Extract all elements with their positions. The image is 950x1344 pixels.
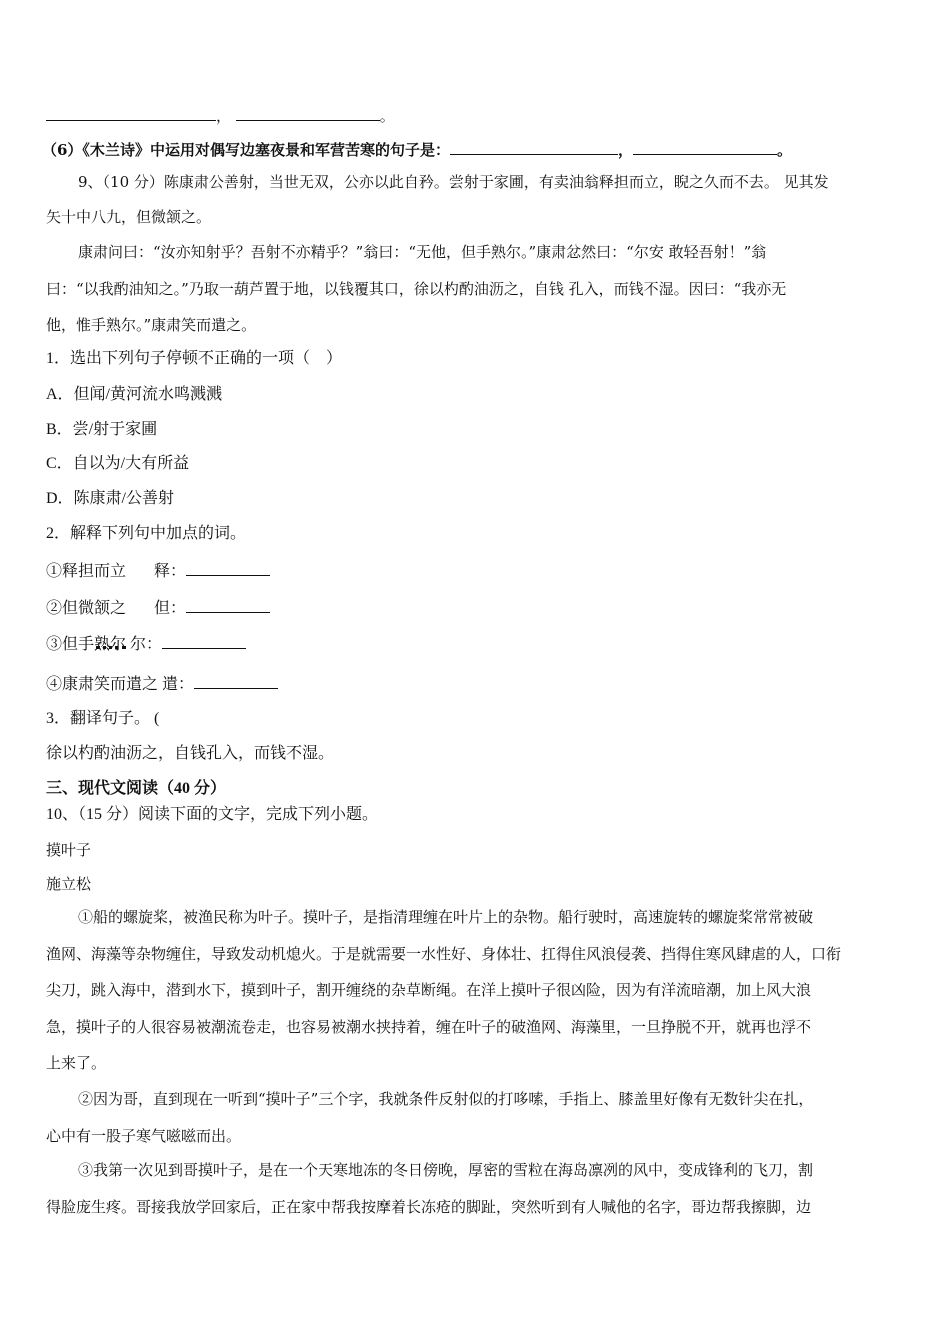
article-line: 心中有一股子寒气嗞嗞而出。: [46, 1127, 242, 1145]
article-line: ①船的螺旋桨，被渔民称为叶子。摸叶子，是指清理缠在叶片上的杂物。船行驶时，高速旋转的螺旋桨常常被破: [78, 908, 814, 926]
option-c[interactable]: C．自以为/大有所益: [46, 455, 190, 472]
answer-blank[interactable]: [236, 104, 380, 121]
question-6: （6）《木兰诗》中运用对偶写边塞夜景和军营苦寒的句子是： ， 。: [42, 138, 792, 160]
q9-intro-line: 矢十中八九，但微颔之。: [46, 208, 212, 226]
article-line: 急，摸叶子的人很容易被潮流卷走，也容易被潮水挟持着，缠在叶子的破渔网、海藻里，一旦挣脱不开，就再也浮不: [46, 1018, 812, 1036]
answer-blank[interactable]: [186, 559, 270, 576]
explain-item: ②但微颔之 但：: [46, 596, 270, 619]
q9-passage-line: 曰：“以我酌油知之。”乃取一葫芦置于地，以钱覆其口，徐以杓酌油沥之，自钱 孔入，而钱不湿。因曰：“我亦无: [46, 280, 787, 298]
article-line: 渔网、海藻等杂物缠住，导致发动机熄火。于是就需要一水性好、身体壮、扛得住风浪侵袭、挡得住寒风肆虐的人，口衔: [46, 945, 842, 963]
article-title: 摸叶子: [46, 841, 92, 859]
answer-blank[interactable]: [162, 632, 246, 649]
article-line: ③我第一次见到哥摸叶子，是在一个天寒地冻的冬日傍晚，厚密的雪粒在海岛凛冽的风中，变成锋利的飞刀，割: [78, 1161, 814, 1179]
article-line: 得脸庞生疼。哥接我放学回家后，正在家中帮我按摩着长冻疮的脚趾，突然听到有人喊他的名字，哥边帮我擦脚，边: [46, 1198, 812, 1216]
q9-sub3-question: 3．翻译句子。 (: [46, 710, 160, 727]
question-10: 10、（15 分）阅读下面的文字，完成下列小题。: [46, 806, 379, 823]
q9-intro-line: 9、（10 分）陈康肃公善射，当世无双，公亦以此自矜。尝射于家圃，有卖油翁释担而立，睨之久而不去。 见其发: [78, 173, 829, 191]
article-line: 上来了。: [46, 1054, 107, 1072]
option-b[interactable]: B．尝/射于家圃: [46, 421, 158, 438]
section-heading: 三、现代文阅读（40 分）: [46, 780, 227, 797]
answer-blank[interactable]: [450, 138, 618, 155]
q9-sub2-question: 2．解释下列句中加点的词。: [46, 525, 247, 542]
q9-sub1-question: 1．选出下列句子停顿不正确的一项（ ）: [46, 350, 343, 367]
q9-passage-line: 康肃问曰：“汝亦知射乎？吾射不亦精乎？”翁曰：“无他，但手熟尔。”康肃忿然曰：“尔安 敢轻吾射！”翁: [78, 243, 767, 261]
article-line: ②因为哥，直到现在一听到“摸叶子”三个字，我就条件反射似的打哆嗦，手指上、膝盖里好像有无数针尖在扎，: [78, 1090, 814, 1108]
explain-item: ④康肃笑而遣之 遣：: [46, 672, 278, 695]
option-d[interactable]: D．陈康肃/公善射: [46, 490, 175, 507]
emphasis-dots: [96, 634, 126, 649]
explain-item: ①释担而立 释：: [46, 559, 270, 582]
article-author: 施立松: [46, 875, 92, 893]
answer-blank[interactable]: [194, 672, 278, 689]
answer-blank[interactable]: [633, 138, 777, 155]
q9-sub3-sentence: 徐以杓酌油沥之，自钱孔入，而钱不湿。: [46, 745, 335, 762]
article-line: 尖刀，跳入海中，潜到水下，摸到叶子，割开缠绕的杂草断绳。在洋上摸叶子很凶险，因为有洋流暗潮，加上风大浪: [46, 981, 812, 999]
answer-blank[interactable]: [186, 596, 270, 613]
q9-passage-line: 他，惟手熟尔。”康肃笑而遣之。: [46, 316, 257, 334]
explain-item: ③但手熟尔 尔：: [46, 632, 246, 655]
option-a[interactable]: A．但闻/黄河流水鸣溅溅: [46, 386, 223, 403]
top-answer-blanks: ， 。: [46, 104, 395, 126]
answer-blank[interactable]: [46, 104, 216, 121]
